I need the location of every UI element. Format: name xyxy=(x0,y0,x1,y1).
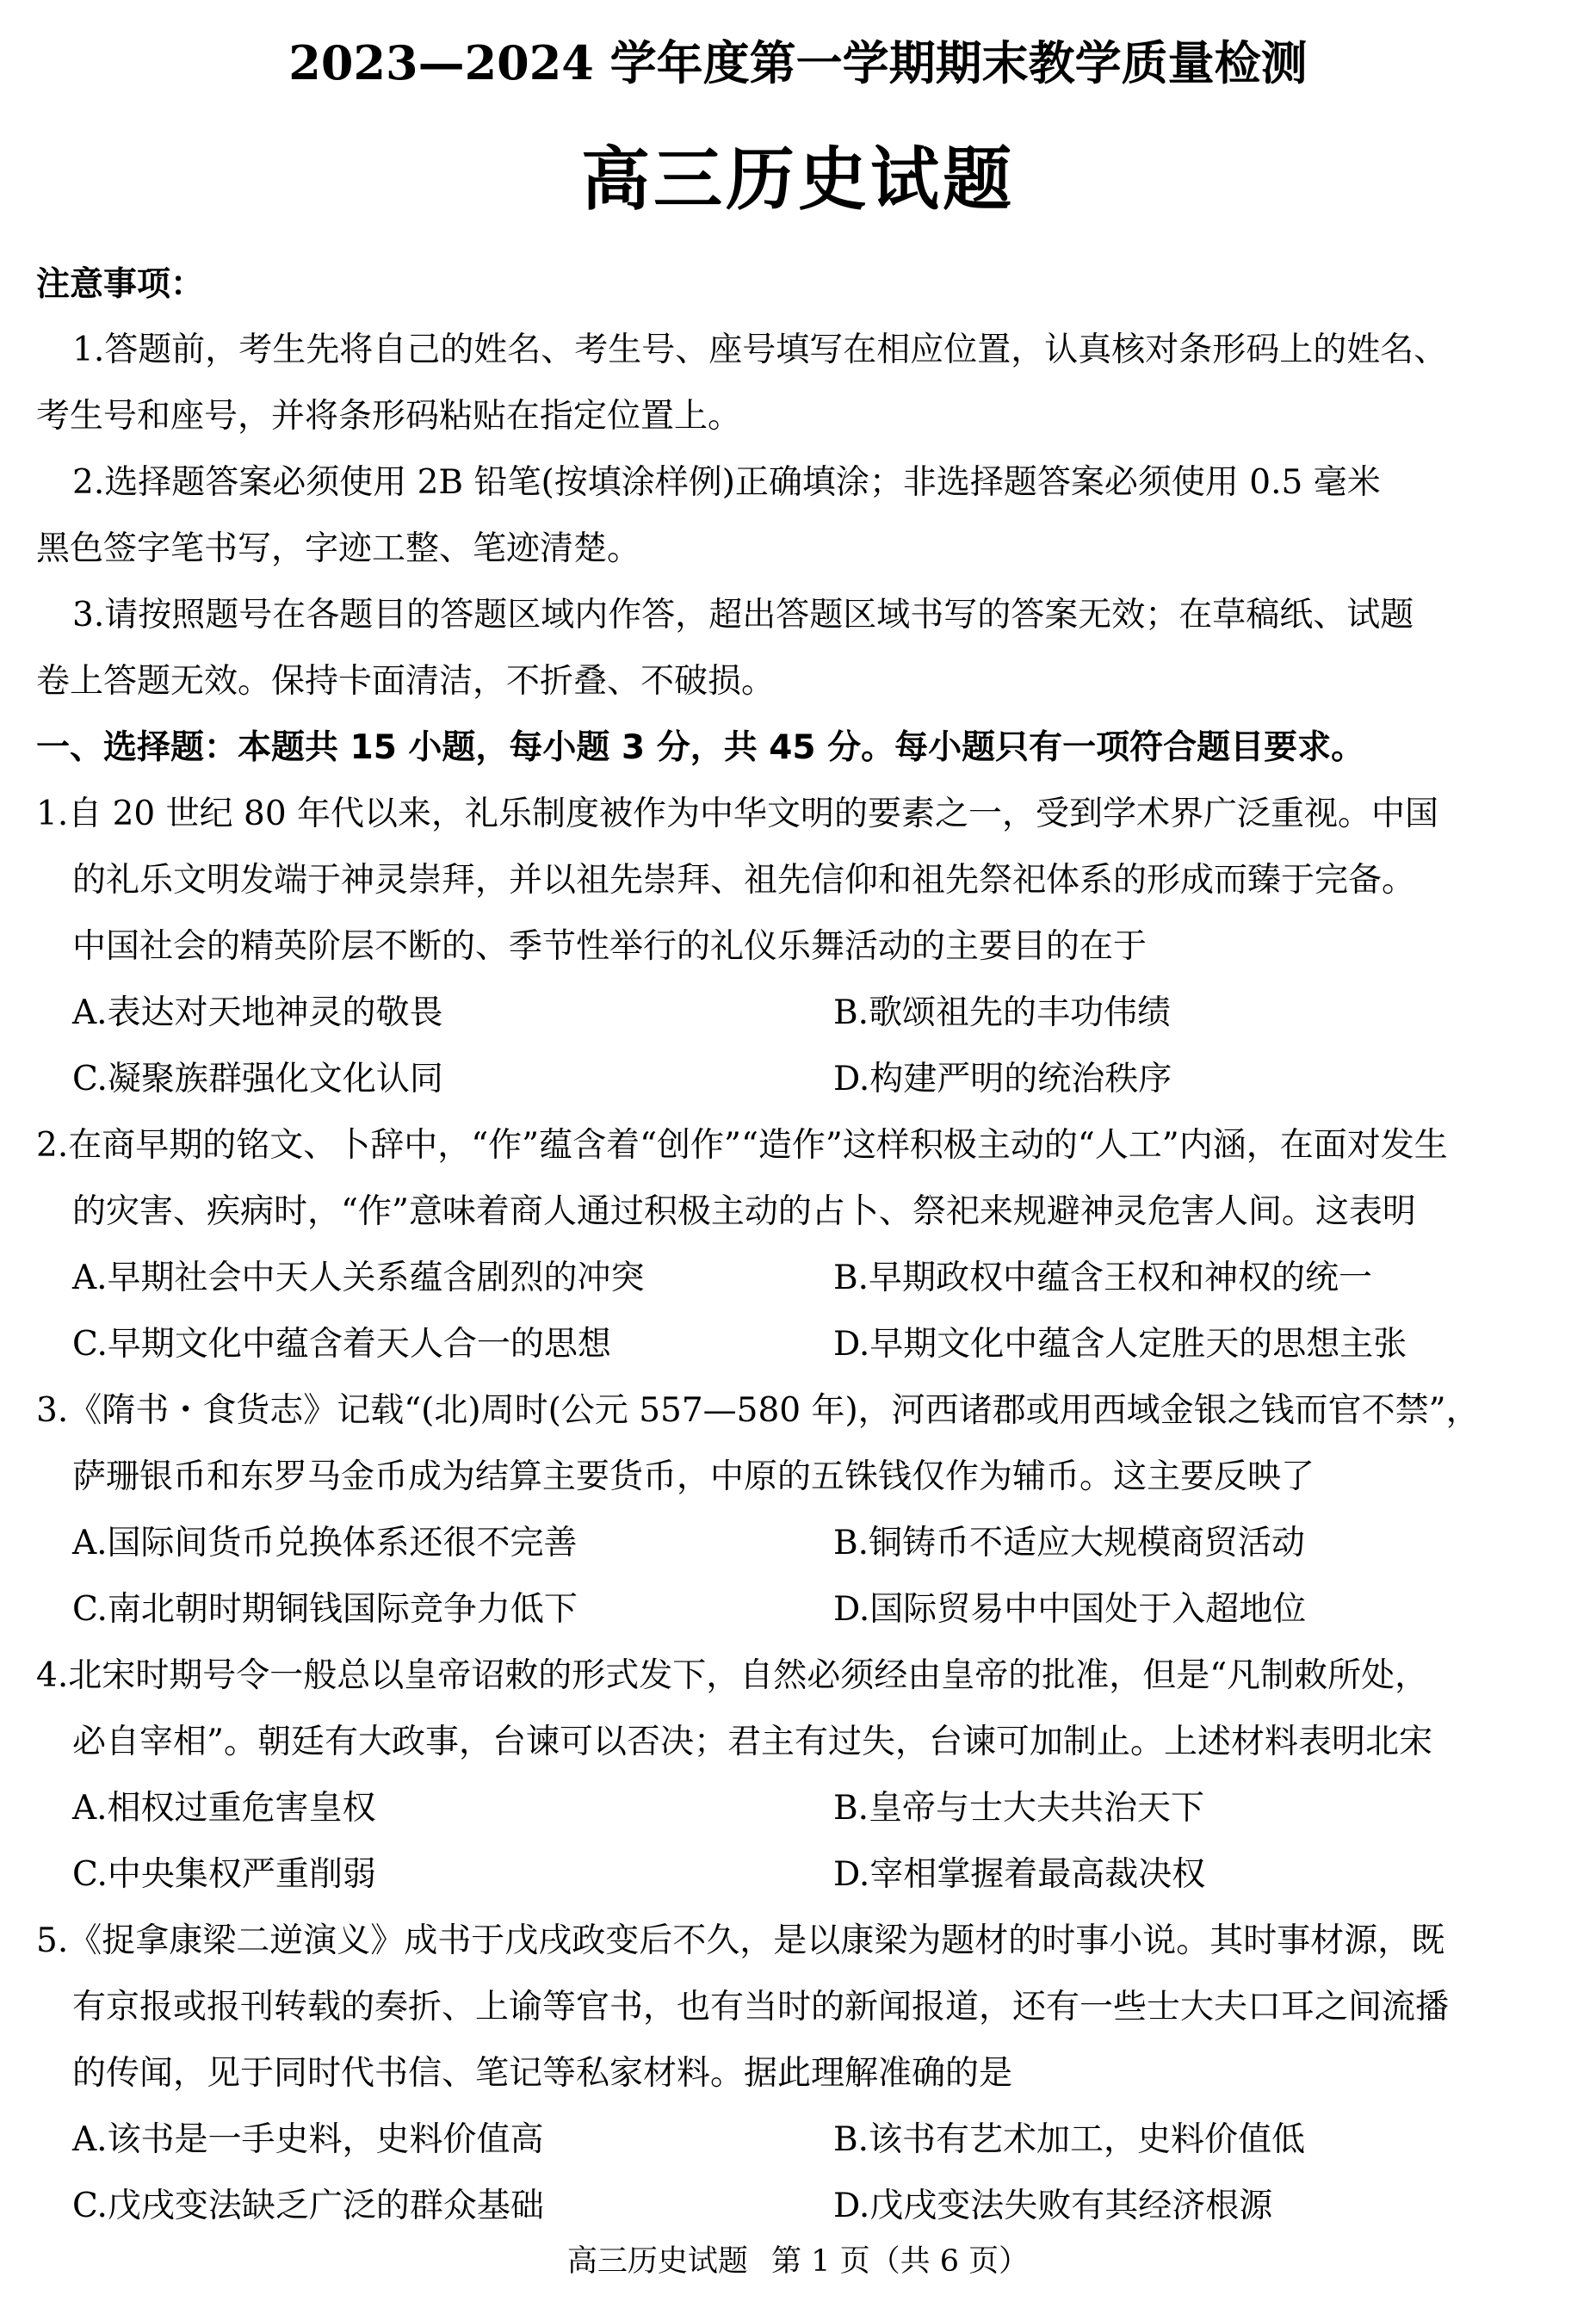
section-heading: 一、选择题：本题共 15 小题，每小题 3 分，共 45 分。每小题只有一项符合题目要求。 xyxy=(36,728,1365,767)
question-2-option-d: D.早期文化中蕴含人定胜天的思想主张 xyxy=(833,1325,1407,1364)
footer-page-number: 第 1 页（共 6 页） xyxy=(771,2244,1030,2279)
notice-item-2-line-2: 黑色签字笔书写，字迹工整、笔迹清楚。 xyxy=(36,529,641,568)
question-5-option-a: A.该书是一手史料，史料价值高 xyxy=(72,2120,544,2159)
notice-item-3-line-1: 3.请按照题号在各题目的答题区域内作答，超出答题区域书写的答案无效；在草稿纸、试题 xyxy=(72,596,1414,634)
question-5-stem-line-1: 5.《捉拿康梁二逆演义》成书于戊戌政变后不久，是以康梁为题材的时事小说。其时事材源，既 xyxy=(36,1921,1445,1960)
exam-title: 2023—2024 学年度第一学期期末教学质量检测 xyxy=(288,35,1308,90)
question-3-option-b: B.铜铸币不适应大规模商贸活动 xyxy=(833,1524,1306,1562)
subject-title: 高三历史试题 xyxy=(581,139,1015,220)
question-1-stem-line-2: 的礼乐文明发端于神灵崇拜，并以祖先崇拜、祖先信仰和祖先祭祀体系的形成而臻于完备。 xyxy=(72,861,1416,900)
question-4-stem-line-2: 必自宰相”。朝廷有大政事，台谏可以否决；君主有过失，台谏可加制止。上述材料表明北宋 xyxy=(72,1723,1432,1761)
question-3-option-d: D.国际贸易中中国处于入超地位 xyxy=(833,1590,1307,1629)
notice-item-1-line-2: 考生号和座号，并将条形码粘贴在指定位置上。 xyxy=(36,397,742,436)
question-2-option-a: A.早期社会中天人关系蕴含剧烈的冲突 xyxy=(72,1259,645,1297)
question-5-stem-line-3: 的传闻，见于同时代书信、笔记等私家材料。据此理解准确的是 xyxy=(72,2054,1013,2093)
question-1-option-c: C.凝聚族群强化文化认同 xyxy=(72,1060,443,1098)
question-5-option-c: C.戊戌变法缺乏广泛的群众基础 xyxy=(72,2187,544,2225)
footer-subject: 高三历史试题 xyxy=(566,2244,748,2279)
question-2-option-c: C.早期文化中蕴含着天人合一的思想 xyxy=(72,1325,611,1364)
question-4-option-b: B.皇帝与士大夫共治天下 xyxy=(833,1789,1205,1828)
question-1-option-d: D.构建严明的统治秩序 xyxy=(833,1060,1172,1098)
page-footer xyxy=(0,2240,1596,2283)
question-1-stem-line-3: 中国社会的精英阶层不断的、季节性举行的礼仪乐舞活动的主要目的在于 xyxy=(72,927,1148,966)
question-4-option-d: D.宰相掌握着最高裁决权 xyxy=(833,1855,1206,1894)
question-4-option-a: A.相权过重危害皇权 xyxy=(72,1789,376,1828)
question-3-option-a: A.国际间货币兑换体系还很不完善 xyxy=(72,1524,578,1562)
notice-heading: 注意事项： xyxy=(36,265,205,304)
question-2-stem-line-1: 2.在商早期的铭文、卜辞中，“作”蕴含着“创作”“造作”这样积极主动的“人工”内涵，在面对发生 xyxy=(36,1126,1448,1165)
question-5-option-b: B.该书有艺术加工，史料价值低 xyxy=(833,2120,1306,2159)
question-1-option-b: B.歌颂祖先的丰功伟绩 xyxy=(833,993,1172,1032)
question-4-stem-line-1: 4.北宋时期号令一般总以皇帝诏敕的形式发下，自然必须经由皇帝的批准，但是“凡制敕所处， xyxy=(36,1656,1429,1695)
question-3-stem-line-1: 3.《隋书・食货志》记载“(北)周时(公元 557—580 年)，河西诸郡或用西域金银之钱而官不禁”， xyxy=(36,1391,1480,1430)
question-4-option-c: C.中央集权严重削弱 xyxy=(72,1855,376,1894)
notice-item-3-line-2: 卷上答题无效。保持卡面清洁，不折叠、不破损。 xyxy=(36,662,776,701)
question-1-stem-line-1: 1.自 20 世纪 80 年代以来，礼乐制度被作为中华文明的要素之一，受到学术界广泛重视。中国 xyxy=(36,795,1439,833)
question-1-option-a: A.表达对天地神灵的敬畏 xyxy=(72,993,443,1032)
question-2-option-b: B.早期政权中蕴含王权和神权的统一 xyxy=(833,1259,1373,1297)
notice-item-1-line-1: 1.答题前，考生先将自己的姓名、考生号、座号填写在相应位置，认真核对条形码上的姓名、 xyxy=(72,331,1448,369)
question-5-option-d: D.戊戌变法失败有其经济根源 xyxy=(833,2187,1273,2225)
question-3-stem-line-2: 萨珊银币和东罗马金币成为结算主要货币，中原的五铢钱仅作为辅币。这主要反映了 xyxy=(72,1457,1315,1496)
question-2-stem-line-2: 的灾害、疾病时，“作”意味着商人通过积极主动的占卜、祭祀来规避神灵危害人间。这表明 xyxy=(72,1192,1416,1231)
question-3-option-c: C.南北朝时期铜钱国际竞争力低下 xyxy=(72,1590,578,1629)
question-5-stem-line-2: 有京报或报刊转载的奏折、上谕等官书，也有当时的新闻报道，还有一些士大夫口耳之间流播 xyxy=(72,1988,1450,2026)
notice-item-2-line-1: 2.选择题答案必须使用 2B 铅笔(按填涂样例)正确填涂；非选择题答案必须使用 0.5 毫米 xyxy=(72,463,1381,502)
